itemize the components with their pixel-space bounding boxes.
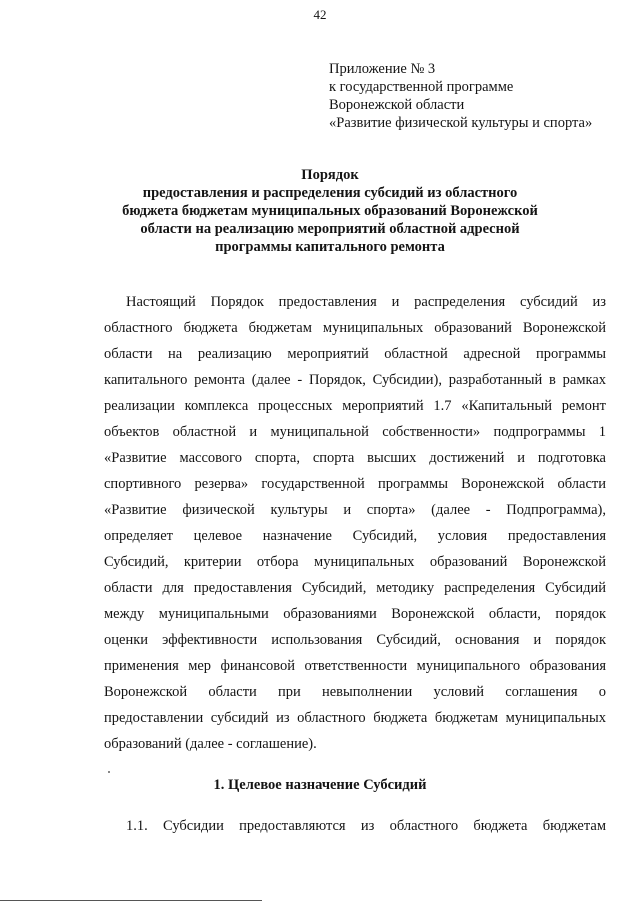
paragraph-line: образований (далее - соглашение). — [104, 736, 317, 752]
paragraph-line: Воронежской области при невыполнении условий соглашения о — [104, 684, 606, 700]
document-title — [100, 166, 560, 256]
title-line: программы капитального ремонта — [215, 239, 445, 255]
paragraph-line: капитального ремонта (далее - Порядок, Субсидии), разработанный в рамках — [104, 372, 606, 388]
paragraph-line: Субсидий, критерии отбора муниципальных образований Воронежской — [104, 554, 606, 570]
paragraph-line: между муниципальными образованиями Воронежской области, порядок — [104, 606, 606, 622]
paragraph-line: «Развитие физической культуры и спорта» (далее - Подпрограмма), — [104, 502, 606, 518]
title-line: предоставления и распределения субсидий из областного — [142, 185, 518, 201]
paragraph-line: предоставлении субсидий из областного бюджета бюджетам муниципальных — [104, 710, 606, 726]
appendix-line: Приложение № 3 — [329, 61, 436, 77]
paragraph-line: оценки эффективности использования Субсидий, основания и порядок — [104, 632, 606, 648]
appendix-line: «Развитие физической культуры и спорта» — [329, 115, 593, 131]
title-line: области на реализацию мероприятий областной адресной — [140, 221, 520, 237]
paragraph-line: применения мер финансовой ответственности муниципального образования — [104, 658, 606, 674]
section-heading: 1. Целевое назначение Субсидий — [213, 777, 427, 793]
paragraph-line: области для предоставления Субсидий, методику распределения Субсидий — [104, 580, 606, 596]
paragraph-line: спортивного резерва» государственной программы Воронежской области — [104, 476, 606, 492]
appendix-line: к государственной программе — [329, 79, 514, 95]
paragraph-line: объектов областной и муниципальной собственности» подпрограммы 1 — [104, 424, 606, 440]
intro-paragraph — [104, 289, 606, 757]
paragraph-line: области на реализацию мероприятий областной адресной программы — [104, 346, 606, 362]
section-paragraph — [104, 813, 606, 839]
title-line: Порядок — [301, 167, 359, 183]
paragraph-line: реализации комплекса процессных мероприятий 1.7 «Капитальный ремонт — [104, 398, 606, 414]
page-number: 42 — [313, 7, 327, 22]
paragraph-line: определяет целевое назначение Субсидий, условия предоставления — [104, 528, 606, 544]
paragraph-line: «Развитие массового спорта, спорта высших достижений и подготовка — [104, 450, 606, 466]
paragraph-line: областного бюджета бюджетам муниципальных образований Воронежской — [104, 320, 606, 336]
footer-divider — [0, 900, 262, 901]
appendix-reference — [329, 60, 592, 132]
paragraph-line: Настоящий Порядок предоставления и распределения субсидий из — [126, 294, 606, 310]
title-line: бюджета бюджетам муниципальных образований Воронежской — [122, 203, 538, 219]
paragraph-line: 1.1. Субсидии предоставляются из областного бюджета бюджетам — [126, 818, 606, 834]
scan-speck — [108, 771, 110, 773]
appendix-line: Воронежской области — [329, 97, 465, 113]
